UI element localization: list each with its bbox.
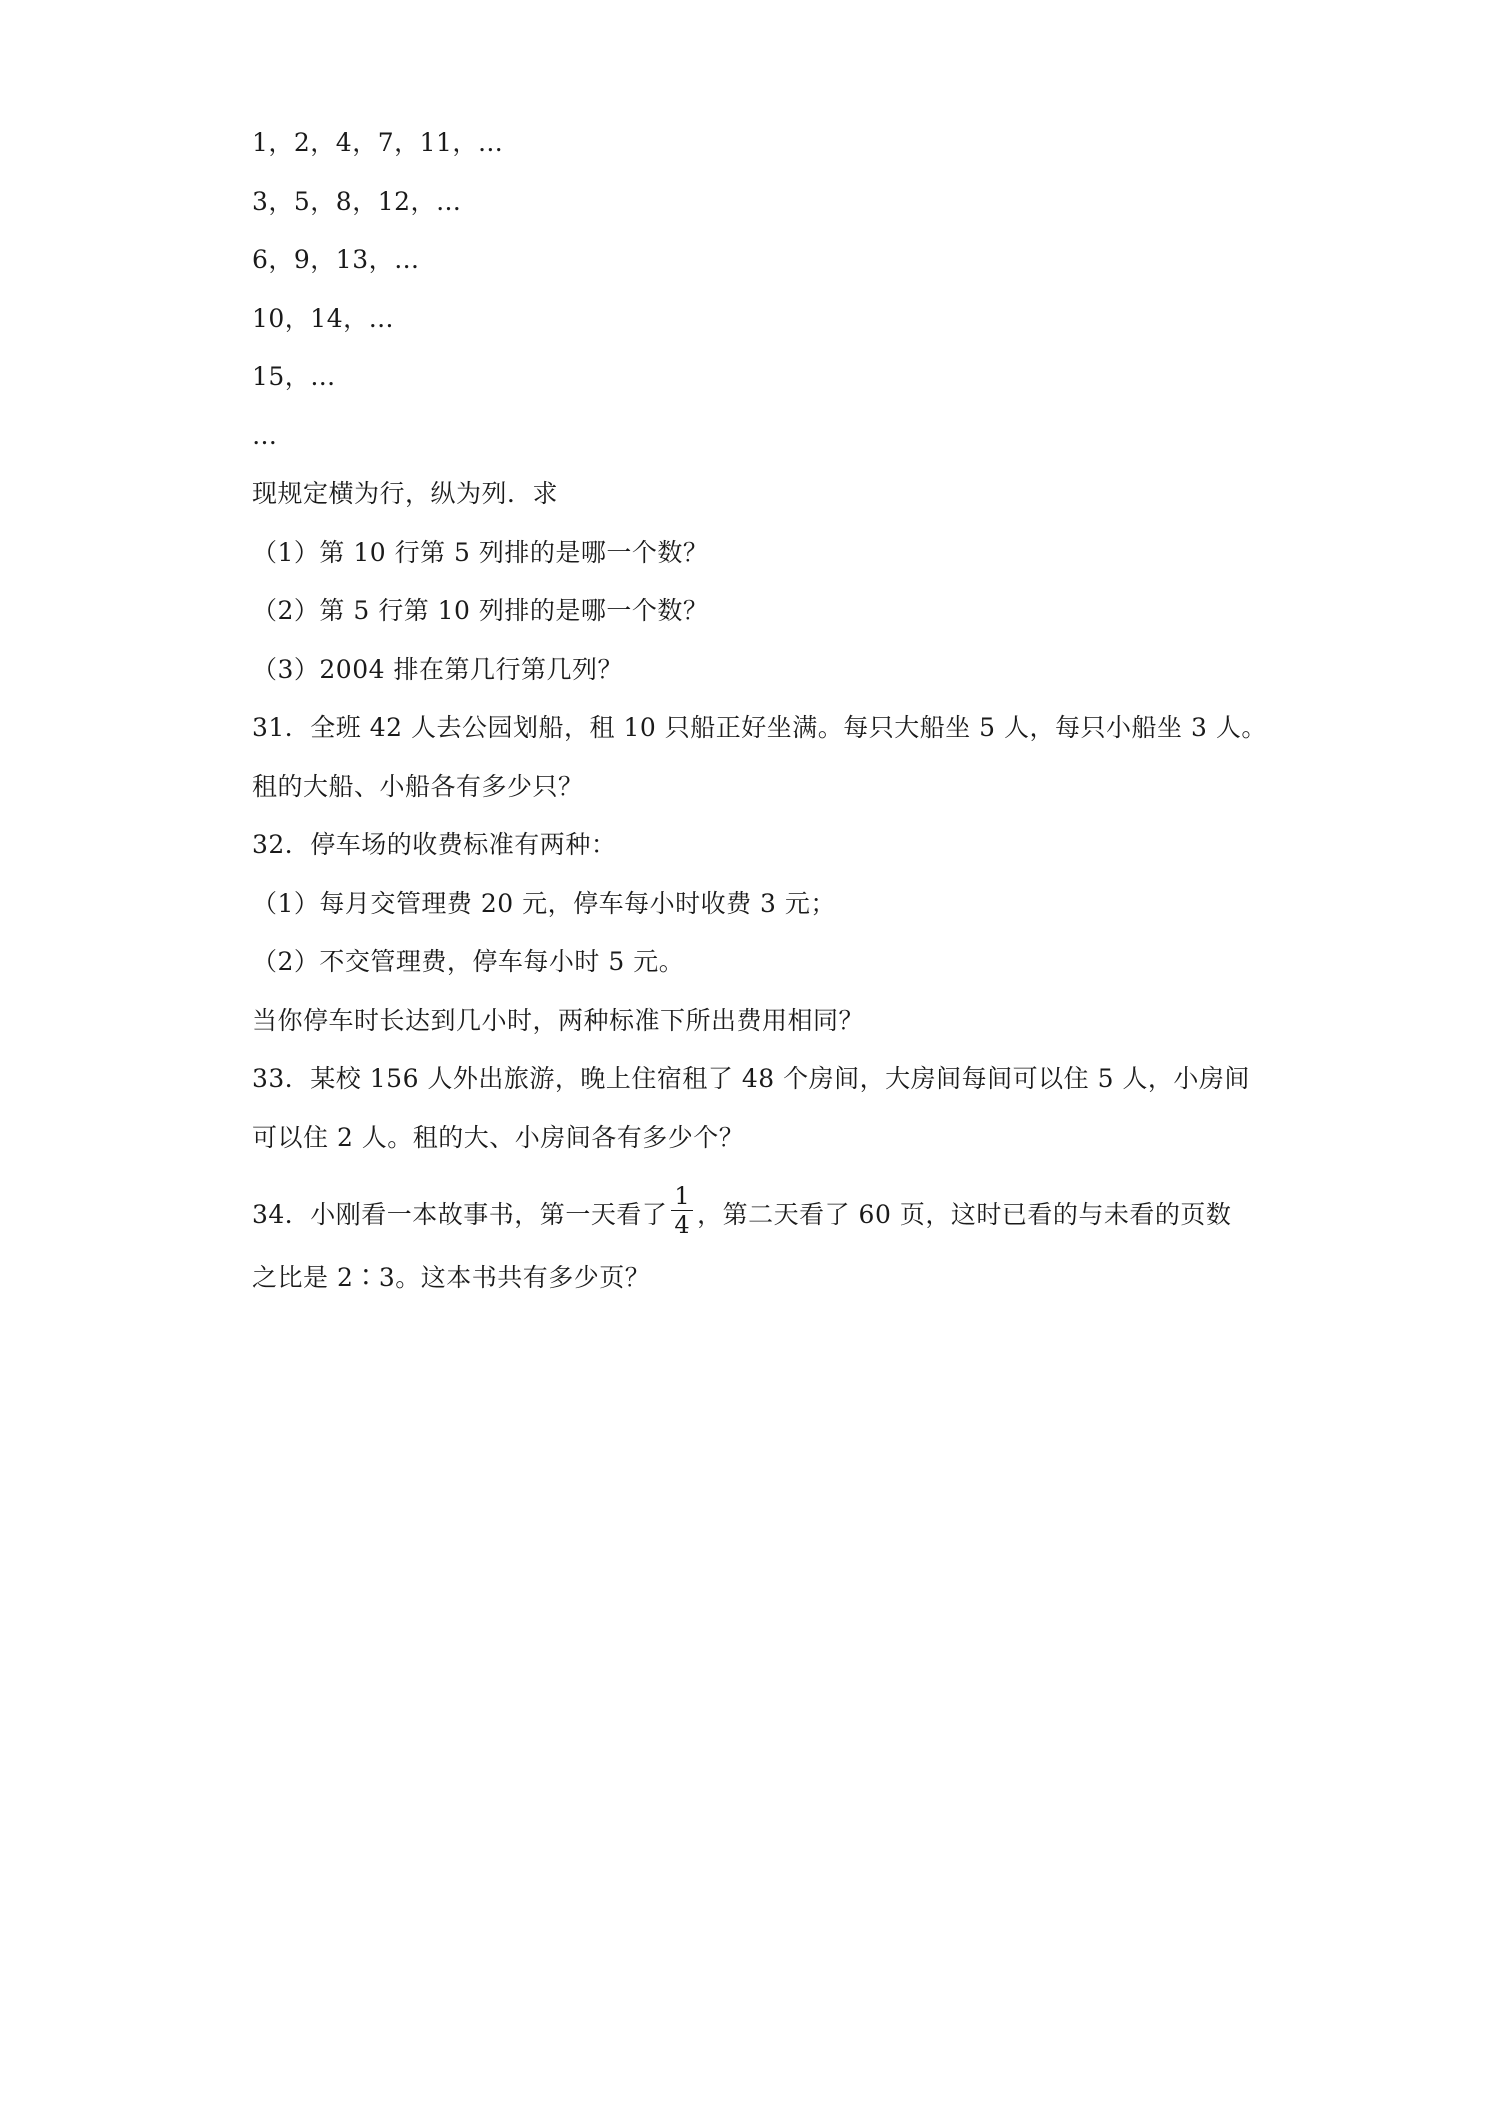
sequence-row-4: 10，14，… — [252, 304, 395, 333]
q31-line-1: 31．全班 42 人去公园划船，租 10 只船正好坐满。每只大船坐 5 人，每只小船坐 3 人。 — [252, 713, 1267, 742]
fraction-numerator: 1 — [671, 1182, 693, 1211]
q34-line-1 — [252, 1182, 1232, 1245]
q33-line-1: 33．某校 156 人外出旅游，晚上住宿租了 48 个房间，大房间每间可以住 5 人，小房间 — [252, 1064, 1250, 1093]
q33-line-2: 可以住 2 人。租的大、小房间各有多少个？ — [252, 1123, 745, 1152]
q30-part-1: （1）第 10 行第 5 列排的是哪一个数？ — [252, 538, 709, 567]
fraction-denominator: 4 — [674, 1211, 691, 1239]
sequence-row-3: 6，9，13，… — [252, 245, 420, 274]
q31-line-2: 租的大船、小船各有多少只？ — [252, 772, 584, 801]
q30-part-3: （3）2004 排在第几行第几列？ — [252, 655, 623, 684]
q34-text-after: ，第二天看了 60 页，这时已看的与未看的页数 — [697, 1200, 1232, 1229]
fraction-one-quarter — [671, 1182, 693, 1239]
sequence-row-1: 1，2，4，7，11，… — [252, 128, 504, 157]
q32-question: 当你停车时长达到几小时，两种标准下所出费用相同？ — [252, 1006, 865, 1035]
sequence-row-5: 15，… — [252, 362, 336, 391]
sequence-row-2: 3，5，8，12，… — [252, 187, 462, 216]
q34-text-before: 34．小刚看一本故事书，第一天看了 — [252, 1200, 668, 1229]
q30-intro: 现规定横为行，纵为列．求 — [252, 479, 559, 508]
q32-option-2: （2）不交管理费，停车每小时 5 元。 — [252, 947, 685, 976]
q30-part-2: （2）第 5 行第 10 列排的是哪一个数？ — [252, 596, 709, 625]
q32-option-1: （1）每月交管理费 20 元，停车每小时收费 3 元； — [252, 889, 836, 918]
q34-line-2: 之比是 2∶3。这本书共有多少页？ — [252, 1263, 651, 1292]
sequence-row-ellipsis: … — [252, 421, 278, 450]
q32-line-1: 32．停车场的收费标准有两种： — [252, 830, 617, 859]
